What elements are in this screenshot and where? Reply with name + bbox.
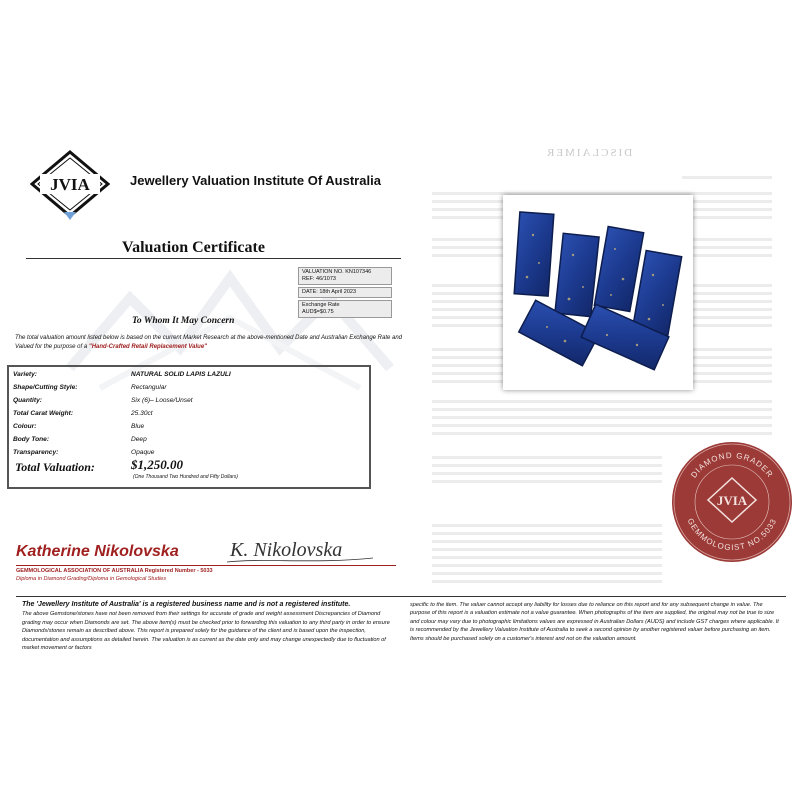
ghost-text-line bbox=[432, 464, 662, 467]
title-divider bbox=[26, 258, 401, 259]
detail-label: Body Tone: bbox=[13, 436, 50, 443]
reference-cell bbox=[298, 267, 392, 285]
diploma-text: Diploma in Diamond Grading/Diploma in Gemological Studies bbox=[16, 576, 167, 582]
valuation-date: DATE: 18th April 2023 bbox=[302, 289, 357, 295]
seal-bottom-text: GEMMOLOGIST NO.5033 bbox=[685, 516, 779, 553]
ghost-text-line bbox=[432, 400, 772, 403]
detail-value: Rectangular bbox=[131, 384, 167, 391]
ghost-text-line bbox=[432, 564, 662, 567]
reference-number: REF: 46/1073 bbox=[302, 276, 336, 282]
total-valuation-words: (One Thousand Two Hundred and Fifty Dollars) bbox=[133, 474, 238, 480]
reference-box bbox=[298, 267, 392, 320]
gemmologist-seal bbox=[670, 440, 794, 564]
handwritten-signature bbox=[225, 528, 375, 568]
seal-top-text: DIAMOND GRADER bbox=[689, 450, 775, 480]
jvia-logo bbox=[30, 150, 110, 222]
footer-right: specific to the item. The valuer cannot accept any liability for losses due to reliance on this report and for any subsequent change in value. The purpose of this report is a valuation estimate not a value guarantee. When photographs of the item are supplied, the original may not be true to size and colour may vary due to photographic limitations values are expressed in Australian Dollars (AUDS) and include GST charges where applicable. It is recommended by the Jewellery Valuation Institute of Australia to seek a second opinion by another registered valuer before purchasing an item. Items should be purchased solely on a customer's interest and not on the valuation amount. bbox=[410, 602, 779, 642]
ghost-text-line bbox=[432, 540, 662, 543]
lapis-stone bbox=[514, 212, 554, 296]
detail-value: NATURAL SOLID LAPIS LAZULI bbox=[131, 371, 231, 378]
detail-value: Blue bbox=[131, 423, 145, 430]
lapis-stone bbox=[594, 226, 643, 311]
footer-divider bbox=[16, 596, 786, 597]
ghost-text-line bbox=[432, 548, 662, 551]
detail-value: Deep bbox=[131, 436, 147, 443]
ghost-text-line bbox=[432, 556, 662, 559]
logo-text: JVIA bbox=[50, 175, 90, 194]
total-valuation-label: Total Valuation: bbox=[15, 460, 95, 474]
ghost-text-line bbox=[432, 524, 662, 527]
ghost-text-line bbox=[432, 432, 772, 435]
exchange-cell bbox=[298, 300, 392, 318]
detail-label: Shape/Cutting Style: bbox=[13, 384, 78, 391]
total-valuation-amount: $1,250.00 bbox=[131, 457, 183, 472]
exchange-label: Exchange Rate bbox=[302, 302, 340, 308]
ghost-text-line bbox=[432, 572, 662, 575]
footer-heading: The 'Jewellery Institute of Australia' is a registered business name and is not a registered institute. bbox=[22, 601, 351, 608]
ghost-text-line bbox=[432, 408, 772, 411]
detail-label: Variety: bbox=[13, 371, 37, 378]
detail-label: Colour: bbox=[13, 423, 37, 430]
ghost-text-line bbox=[432, 472, 662, 475]
intro-paragraph bbox=[15, 334, 403, 352]
institute-name: Jewellery Valuation Institute Of Australia bbox=[130, 173, 381, 188]
detail-value: Six (6)– Loose/Unset bbox=[131, 397, 193, 404]
intro-text: The total valuation amount listed below is based on the current Market Research at the above-mentioned Date and Australian Exchange Rate and Valued for the purpose of a bbox=[15, 335, 403, 350]
lapis-stone bbox=[555, 233, 599, 316]
gemstone-photo bbox=[503, 195, 693, 390]
footer-left bbox=[22, 601, 392, 652]
valuation-number: VALUATION NO. KN107346 bbox=[302, 269, 372, 275]
signature-rule bbox=[16, 565, 396, 566]
ghost-text-line bbox=[432, 456, 662, 459]
signer-name: Katherine Nikolovska bbox=[16, 543, 179, 560]
signature-script: K. Nikolovska bbox=[230, 539, 343, 561]
lapis-stone bbox=[632, 250, 681, 335]
ghost-text-line bbox=[432, 480, 662, 483]
ghost-text-line bbox=[432, 416, 772, 419]
disclaimer-title: DISCLAIMER bbox=[545, 147, 633, 159]
exchange-value: AUD$=$0.75 bbox=[302, 309, 334, 315]
detail-value: 25.30ct bbox=[131, 410, 153, 417]
date-cell bbox=[298, 287, 392, 298]
ghost-text-line bbox=[432, 424, 772, 427]
detail-label: Transparency: bbox=[13, 449, 59, 456]
association-number: GEMMOLOGICAL ASSOCIATION OF AUSTRALIA Registered Number - 5033 bbox=[16, 568, 213, 574]
valuation-purpose: "Hand-Crafted Retail Replacement Value" bbox=[88, 344, 208, 350]
footer-left-text: The above Gemstone/stones have not been removed from their settings for accurate of grade and weight assessment Discrepancies of Diamond grading may occur when Diamonds are set. The above item(s) must be checked prior to forwarding this valuation to any third party in order to ensure Diamonds/stones remain as described above. This report is prepared solely for the guidance of the client and is based upon the inspection, documentation and assumptions as detailed herein. The valuation is as current as the date only and may change unexpectedly due to fluctuation of market movement or factors bbox=[22, 611, 390, 652]
detail-value: Opaque bbox=[131, 449, 155, 456]
ghost-text-line bbox=[432, 532, 662, 535]
detail-label: Total Carat Weight: bbox=[13, 410, 74, 417]
ghost-text-line bbox=[432, 580, 662, 583]
seal-center-text: JVIA bbox=[716, 493, 748, 508]
detail-label: Quantity: bbox=[13, 397, 42, 404]
salutation: To Whom It May Concern bbox=[132, 316, 235, 326]
details-box bbox=[7, 365, 371, 489]
certificate-title: Valuation Certificate bbox=[122, 239, 265, 256]
ghost-text-line bbox=[682, 176, 772, 179]
